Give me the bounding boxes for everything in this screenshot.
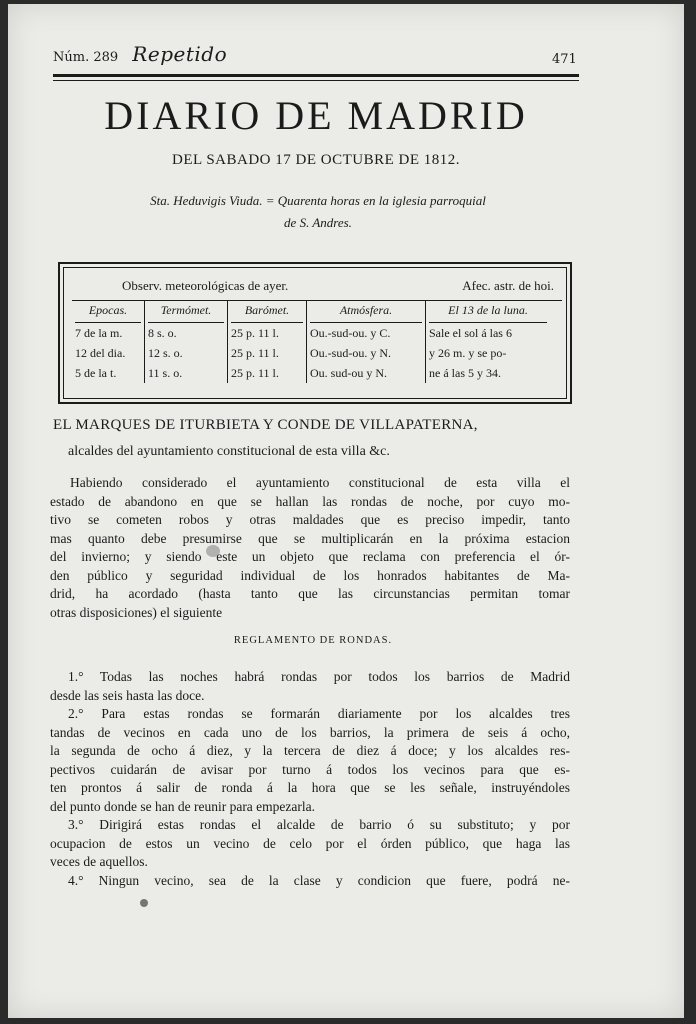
page-number: 471 — [552, 52, 577, 67]
cell: 25 p. 11 l. — [231, 366, 279, 380]
column-header: Termómet. — [148, 301, 224, 323]
column-header: El 13 de la luna. — [429, 301, 547, 323]
text-line: estado de abandono en que se hallan las rondas de noche, por cuyo mo- — [50, 493, 570, 509]
saint-line-1: Sta. Heduvigis Viuda. = Quarenta horas en la iglesia parroquial — [150, 193, 486, 208]
cell: 25 p. 11 l. — [231, 346, 279, 360]
cell: Ou.-sud-ou. y N. — [310, 346, 391, 360]
article-rules — [50, 668, 570, 890]
text-line: veces de aquellos. — [50, 854, 148, 869]
cell: 12 s. o. — [148, 346, 183, 360]
article-title: EL MARQUES DE ITURBIETA Y CONDE DE VILLAPATERNA, — [53, 417, 478, 433]
text-line: la segunda de ocho á diez, y la tercera de diez á doce; y los alcaldes res- — [50, 743, 570, 758]
text-line: ocupacion de estos un vecino de celo por el órden público, que haga las — [50, 835, 570, 851]
weather-heading-right: Afec. astr. de hoi. — [462, 278, 554, 293]
text-line: pectivos cuidarán de avisar por turno á todos los vecinos para que es- — [50, 761, 570, 777]
column-header: Atmósfera. — [310, 301, 422, 323]
cell: 25 p. 11 l. — [231, 326, 279, 340]
text-line: 3.° Dirigirá estas rondas el alcalde de barrio ó su substituto; y por — [68, 817, 570, 832]
text-line: mas quanto debe presumirse que se multiplicarán en la próxima estacion — [50, 530, 570, 546]
column-epocas — [72, 301, 145, 383]
article-subtitle: alcaldes del ayuntamiento constitucional de esta villa &c. — [68, 444, 390, 459]
cell: 7 de la m. — [75, 326, 123, 340]
text-line: 1.° Todas las noches habrá rondas por todos los barrios de Madrid — [68, 669, 570, 684]
text-line: drid, ha acordado (hasta tanto que las circunstancias permitan tomar — [50, 586, 570, 601]
cell: 11 s. o. — [148, 366, 183, 380]
masthead-rule-thick — [53, 74, 579, 77]
weather-table — [58, 262, 572, 404]
text-line: del punto donde se han de reunir para empezarla. — [50, 798, 316, 814]
column-header: Epocas. — [75, 301, 141, 323]
ink-smudge — [206, 545, 220, 557]
column-atmosfera — [307, 301, 426, 383]
cell: Ou.-sud-ou. y C. — [310, 326, 391, 340]
masthead-title: DIARIO DE MADRID — [104, 93, 528, 138]
saint-of-day — [68, 190, 568, 234]
weather-heading-left: Observ. meteorológicas de ayer. — [122, 278, 289, 293]
article-intro — [50, 474, 570, 622]
cell: 8 s. o. — [148, 326, 177, 340]
saint-line-2: de S. Andres. — [284, 215, 352, 230]
column-header: Barómet. — [231, 301, 303, 323]
weather-columns — [72, 300, 562, 383]
column-barometro — [228, 301, 307, 383]
cell: Ou. sud-ou y N. — [310, 366, 387, 380]
cell: y 26 m. y se po- — [429, 346, 507, 360]
cell: Sale el sol á las 6 — [429, 326, 512, 340]
text-line: desde las seis hasta las doce. — [50, 687, 205, 703]
cell: ne á las 5 y 34. — [429, 366, 501, 380]
text-line: otras disposiciones) el siguiente — [50, 604, 223, 620]
text-line: del invierno; y siendo este un objeto que reclama con preferencia el ór- — [50, 549, 570, 564]
text-line: 2.° Para estas rondas se formarán diariamente por los alcaldes tres — [68, 706, 570, 721]
column-termometro — [145, 301, 228, 383]
handwritten-note: Repetido — [132, 42, 228, 66]
text-line: den público y seguridad individual de los honrados habitantes de Ma- — [50, 567, 570, 583]
weather-table-frame — [63, 267, 567, 399]
section-heading: REGLAMENTO DE RONDAS. — [233, 635, 393, 646]
text-line: 4.° Ningun vecino, sea de la clase y condicion que fuere, podrá ne- — [68, 872, 570, 888]
text-line: tandas de vecinos en cada uno de los barrios, la primera de seis á ocho, — [50, 724, 570, 740]
text-line: tivo se cometen robos y otras maldades que es preciso impedir, tanto — [50, 512, 570, 527]
newspaper-page — [8, 4, 684, 1018]
ink-spot — [140, 899, 148, 907]
column-luna — [426, 301, 550, 383]
issue-line — [53, 42, 227, 66]
cell: 12 del dia. — [75, 346, 126, 360]
cell: 5 de la t. — [75, 366, 117, 380]
issue-number: Núm. 289 — [53, 50, 119, 65]
text-line: ten prontos á salir de ronda á la hora que se les señale, instruyéndoles — [50, 780, 570, 795]
masthead-rule-thin — [53, 80, 579, 81]
text-line: Habiendo considerado el ayuntamiento constitucional de esta villa el — [70, 475, 570, 490]
dateline: DEL SABADO 17 DE OCTUBRE DE 1812. — [171, 152, 461, 168]
